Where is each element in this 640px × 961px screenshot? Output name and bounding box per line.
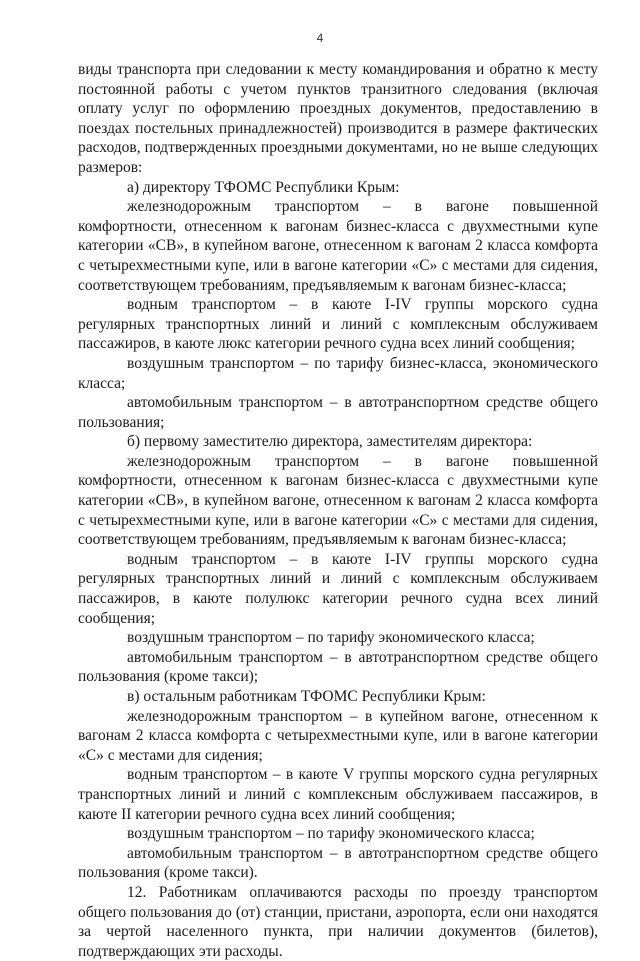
- paragraph-staff-heading: в) остальным работникам ТФОМС Республики Крым:: [127, 688, 486, 705]
- document-body: [78, 60, 598, 961]
- paragraph-director-water: водным транспортом – в каюте I-IV группы морского судна регулярных транспортных линий и линий с комплексным обслуживаем пассажиров, в каюте люкс категории речного судна всех линий сообщения;: [78, 296, 598, 353]
- paragraph-director-road: автомобильным транспортом – в автотранспортном средстве общего пользования;: [78, 394, 598, 431]
- paragraph-staff-road: автомобильным транспортом – в автотранспортном средстве общего пользования (кроме такси).: [78, 844, 598, 882]
- paragraph-transport-intro: виды транспорта при следовании к месту командирования и обратно к месту постоянной работы с учетом пунктов транзитного следования (включая оплату услуг по оформлению проездных документов, предоставлению в поездах постельных принадлежностей) производится в размере фактических расходов, подтвержденных проездными документами, но не выше следующих размеров:: [78, 61, 598, 176]
- paragraph-deputies-road: автомобильным транспортом – в автотранспортном средстве общего пользования (кроме такси);: [78, 648, 598, 686]
- page-number: 4: [316, 31, 324, 45]
- paragraph-deputies-air: воздушным транспортом – по тарифу экономического класса;: [127, 629, 535, 647]
- paragraph-staff-rail: железнодорожным транспортом – в купейном вагоне, отнесенном к вагонам 2 класса комфорта с четырехместными купе, или в вагоне категории «С» с местами для сидения;: [78, 707, 598, 764]
- paragraph-deputies-heading: б) первому заместителю директора, заместителям директора:: [127, 433, 533, 451]
- paragraph-item-12: 12. Работникам оплачиваются расходы по проезду транспортом общего пользования до (от) станции, пристани, аэропорта, если они находятся за чертой населенного пункта, при наличии документов (билетов), подтверждающих эти расходы.: [78, 883, 598, 960]
- paragraph-director-air: воздушным транспортом – по тарифу бизнес-класса, экономического класса;: [78, 354, 598, 392]
- paragraph-director-heading: а) директору ТФОМС Республики Крым:: [127, 178, 400, 196]
- paragraph-staff-air: воздушным транспортом – по тарифу экономического класса;: [127, 825, 535, 843]
- paragraph-deputies-water: водным транспортом – в каюте I-IV группы морского судна регулярных транспортных линий и линий с комплексным обслуживаем пассажиров, в каюте полулюкс категории речного судна всех линий сообщения;: [78, 550, 598, 627]
- paragraph-staff-water: водным транспортом – в каюте V группы морского судна регулярных транспортных линий и линий с комплексным обслуживаем пассажиров, в каюте II категории речного судна всех линий сообщения;: [78, 766, 598, 823]
- paragraph-director-rail: железнодорожным транспортом – в вагоне повышенной комфортности, отнесенном к вагонам бизнес-класса с двухместными купе категории «СВ», в купейном вагоне, отнесенном к вагонам 2 класса комфорта с четырехместными купе, или в вагоне категории «С» с местами для сидения, соответствующем требованиям, предъявляемым к вагонам бизнес-класса;: [78, 198, 598, 294]
- paragraph-deputies-rail: железнодорожным транспортом – в вагоне повышенной комфортности, отнесенном к вагонам бизнес-класса с двухместными купе категории «СВ», в купейном вагоне, отнесенном к вагонам 2 класса комфорта с четырехместными купе, или в вагоне категории «С» с местами для сидения, соответствующем требованиям, предъявляемым к вагонам бизнес-класса;: [78, 452, 598, 549]
